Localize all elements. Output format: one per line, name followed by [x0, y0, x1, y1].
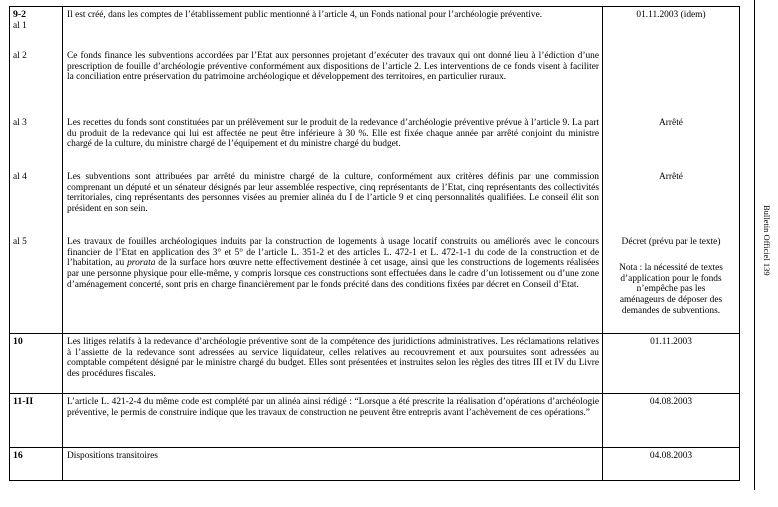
effective-date: 01.11.2003 (idem) — [636, 10, 706, 20]
article-text: Les litiges relatifs à la redevance d’archéologie préventive sont de la compétence des juridictions administratives. Les réclamations relatives à l’assiette de la redevance sont adressées au service liquidateur, celles relatives au recouvrement et aux poursuites sont adressées au comptable compétent désigné par le ministre chargé du budget. Elles sont présentées et instruites selon les règles des titres III et IV du Livre des procédures fiscales. — [67, 337, 599, 380]
article-number: 11-II — [13, 396, 34, 407]
effective-date: 01.11.2003 — [650, 337, 692, 347]
nota-text: Nota : la nécessité de textes d’application pour le fonds n’empêche pas les aménageurs de déposer des demandes de subventions. — [619, 263, 723, 316]
effective-date: 04.08.2003 — [649, 451, 693, 461]
article-number-cell — [10, 7, 63, 334]
table-row-article-9-2 — [10, 7, 740, 334]
article-text: Dispositions transitoires — [67, 451, 158, 461]
paragraph-label: al 4 — [13, 172, 27, 182]
paragraph-label: al 5 — [13, 237, 27, 247]
implementation-text: Décret (prévu par le texte) — [621, 237, 721, 247]
paragraph-text: Les recettes du fonds sont constituées par un prélèvement sur le produit de la redevance d’archéologie préventive prévue à l’article 9. La part du produit de la redevance qui lui est affectée ne peut être inférieure à 30 %. Elle est fixée chaque année par arrêté conjoint du ministre chargé de la culture, du ministre chargé de l’équipement et du ministre chargé du budget. — [67, 118, 599, 150]
paragraph-label: al 3 — [13, 118, 27, 128]
side-label: Bulletin Officiel 139 — [762, 205, 772, 276]
margin-rule — [754, 0, 755, 490]
document-table — [9, 6, 740, 481]
article-number: 10 — [13, 336, 23, 347]
article-number: 9-2 — [13, 9, 27, 20]
table-row-article-10 — [10, 334, 740, 394]
paragraph-label: al 1 — [13, 20, 27, 31]
implementation-text: Arrêté — [659, 118, 683, 128]
table-row-article-16 — [10, 448, 740, 481]
table-row-article-11-II — [10, 394, 740, 448]
paragraph-text: Les travaux de fouilles archéologiques induits par la construction de logements à usage locatif construits ou améliorés avec le concours financier de l’Etat en application des 3° et 5° de l’article L. 351-2 et des articles L. 472-1 et L. 472-1-1 du code de la construction et de l’habitation, au prorata de la surface hors œuvre nette effectivement destinée à cet usage, ainsi que les constructions de logements réalisées par une personne physique pour elle-même, y compris lorsque ces constructions sont effectuées dans le cadre d’un lotissement ou d’une zone d’aménagement concerté, sont pris en charge financièrement par le fonds précité dans des conditions fixées par décret en Conseil d’Etat. — [67, 237, 599, 290]
effective-date-cell — [603, 7, 740, 334]
paragraph-text: Il est créé, dans les comptes de l’établissement public mentionné à l’article 4, un Fonds national pour l’archéologie préventive. — [67, 10, 543, 20]
article-text-cell — [63, 7, 603, 334]
implementation-text: Arrêté — [659, 172, 683, 182]
paragraph-text: Ce fonds finance les subventions accordées par l’Etat aux personnes projetant d’exécuter des travaux qui ont donné lieu à l’édiction d’une prescription de fouille d’archéologie préventive conformément aux dispositions de l’article 2. Les interventions de ce fonds visent à faciliter la conciliation entre préservation du patrimoine archéologique et développement des territoires, en particulier ruraux. — [67, 51, 599, 83]
article-text: L’article L. 421-2-4 du même code est complété par un alinéa ainsi rédigé : “Lorsque a été prescrite la réalisation d’opérations d’archéologie préventive, le permis de construire indique que les travaux de construction ne peuvent être entrepris avant l’achèvement de ces opérations.” — [67, 397, 599, 418]
paragraph-text: Les subventions sont attribuées par arrêté du ministre chargé de la culture, conformément aux critères définis par une commission comprenant un député et un sénateur désignés par leur assemblée respective, cinq représentants de l’Etat, cinq représentants des collectivités territoriales, cinq représentants des personnes visées au premier alinéa du I de l’article 9 et cinq personnalités qualifiées. Le conseil élit son président en son sein. — [67, 172, 599, 215]
effective-date: 04.08.2003 — [649, 397, 693, 407]
article-number: 16 — [13, 450, 23, 461]
paragraph-label: al 2 — [13, 51, 27, 61]
italic-term: prorata — [127, 258, 156, 269]
